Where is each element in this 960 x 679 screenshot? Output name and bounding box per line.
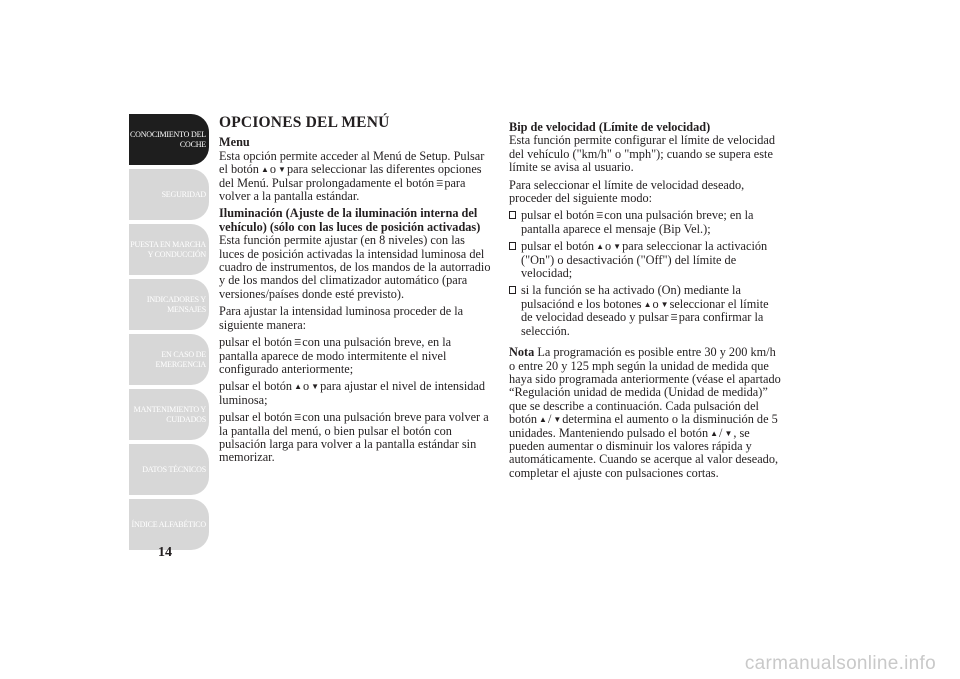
up-button-icon: ▲ <box>260 165 268 175</box>
down-button-icon: ▼ <box>724 428 732 438</box>
sidebar-tabs <box>129 114 209 554</box>
up-button-icon: ▲ <box>710 428 718 438</box>
speed-beep-p1: Esta función permite configurar el límite de velocidad del vehículo ("km/h" o "mph"); cuando se supera este límite se avisa al usuario. <box>509 133 775 175</box>
up-button-icon: ▲ <box>596 242 604 252</box>
illumination-p4: pulsar el botón ▲ o ▼ para ajustar el nivel de intensidad luminosa; <box>219 379 486 407</box>
down-button-icon: ▼ <box>553 415 561 425</box>
up-button-icon: ▲ <box>643 299 651 309</box>
illumination-heading: Iluminación (Ajuste de la iluminación interna del vehículo) (sólo con las luces de posición activadas) <box>219 206 481 234</box>
speed-beep-heading: Bip de velocidad (Límite de velocidad) <box>509 120 711 134</box>
tab-conocimiento-del-coche[interactable]: CONOCIMIENTO DEL COCHE <box>129 114 209 165</box>
menu-button-icon: ☰ <box>294 338 301 348</box>
menu-button-icon: ☰ <box>596 211 603 221</box>
checkbox-bullet-icon <box>509 286 516 294</box>
right-column <box>509 121 783 484</box>
checkbox-bullet-icon <box>509 242 516 250</box>
speed-beep-p2: Para seleccionar el límite de velocidad deseado, proceder del siguiente modo: <box>509 177 745 206</box>
menu-button-icon: ☰ <box>294 413 301 423</box>
list-item: si la función se ha activado (On) mediante la pulsaciónd e los botones ▲ o ▼ seleccionar el límite de velocidad deseado y pulsar ☰ para confirmar la selección. <box>509 284 783 338</box>
nota-paragraph: Nota La programación es posible entre 30 y 200 km/h o entre 20 y 125 mph según la unidad de medida que haya sido programada anteriormente (véase el apartado “Regulación unidad de medida (Unidad de medida)” que se describe a continuación. Cada pulsación del botón ▲ / ▼ determina el aumento o la disminución de 5 unidades. Manteniendo pulsado el botón ▲ / ▼ , se pueden aumentar o disminuir los valores rápida y automáticamente. Cuando se acerque al valor deseado, completar el ajuste con pulsaciones cortas. <box>509 345 781 480</box>
tab-mantenimiento[interactable]: MANTENIMIENTO Y CUIDADOS <box>129 389 209 440</box>
tab-seguridad[interactable]: SEGURIDAD <box>129 169 209 220</box>
list-item: pulsar el botón ☰ con una pulsación breve; en la pantalla aparece el mensaje (Bip Vel.); <box>509 209 783 236</box>
page-title: OPCIONES DEL MENÚ <box>219 114 390 131</box>
down-button-icon: ▼ <box>660 299 668 309</box>
tab-en-caso-de-emergencia[interactable]: EN CASO DE EMERGENCIA <box>129 334 209 385</box>
down-button-icon: ▼ <box>278 165 285 175</box>
menu-paragraph: Esta opción permite acceder al Menú de Setup. Pulsar el botón ▲ o ▼ para seleccionar las diferentes opciones del Menú. Pulsar prolongadamente el botón ☰ para volver a la pantalla estándar. <box>219 148 485 204</box>
nota-label: Nota <box>509 345 535 360</box>
checkbox-bullet-icon <box>509 211 516 219</box>
illumination-p1: Esta función permite ajustar (en 8 niveles) con las luces de posición activadas la intensidad luminosa del cuadro de instrumentos, de los mandos de la autorradio y de los mandos del climatizador automático (para versiones/países donde esté previsto). <box>219 233 491 301</box>
down-button-icon: ▼ <box>311 382 319 392</box>
page-number: 14 <box>158 545 172 560</box>
illumination-p3: pulsar el botón ☰ con una pulsación breve, en la pantalla aparece de modo intermitente el nivel configurado anteriormente; <box>219 335 452 376</box>
up-button-icon: ▲ <box>294 382 302 392</box>
illumination-p5: pulsar el botón ☰ con una pulsación breve para volver a la pantalla del menú, o bien pulsar el botón con pulsación larga para volver a la pantalla estándar sin memorizar. <box>219 410 489 465</box>
watermark: carmanualsonline.info <box>744 653 936 674</box>
left-column <box>219 116 491 469</box>
menu-button-icon: ☰ <box>436 178 443 188</box>
tab-datos-tecnicos[interactable]: DATOS TÉCNICOS <box>129 444 209 495</box>
illumination-p2: Para ajustar la intensidad luminosa proceder de la siguiente manera: <box>219 304 464 332</box>
menu-heading: Menu <box>219 135 250 150</box>
tab-indice-alfabetico[interactable]: ÍNDICE ALFABÉTICO <box>129 499 209 550</box>
tab-puesta-en-marcha[interactable]: PUESTA EN MARCHA Y CONDUCCIÓN <box>129 224 209 275</box>
tab-indicadores-y-mensajes[interactable]: INDICADORES Y MENSAJES <box>129 279 209 330</box>
up-button-icon: ▲ <box>539 415 546 425</box>
down-button-icon: ▼ <box>613 242 621 252</box>
menu-button-icon: ☰ <box>670 313 677 323</box>
list-item: pulsar el botón ▲ o ▼ para seleccionar la activación ("On") o desactivación ("Off") del límite de velocidad; <box>509 240 783 280</box>
